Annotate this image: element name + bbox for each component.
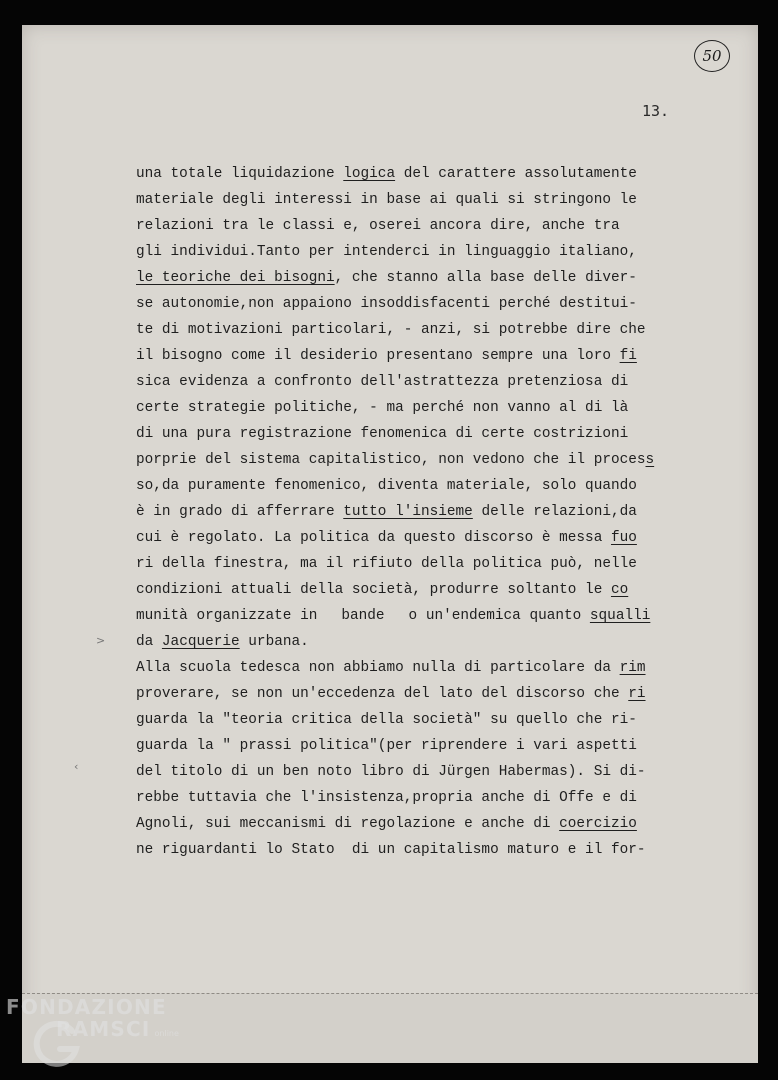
text-line: munità organizzate in bande o un'endemica quanto squalli [136,608,651,624]
text-line: sica evidenza a confronto dell'astrattezza pretenziosa di [136,374,629,390]
text-line: una totale liquidazione logica del carattere assolutamente [136,166,637,182]
text-line: condizioni attuali della società, produrre soltanto le co [136,582,629,598]
underlined-phrase: le teoriche dei bisogni [136,270,335,286]
watermark-line-1: FONDAZIONE [6,995,167,1019]
text-line: del titolo di un ben noto libro di Jürgen Habermas). Si di- [136,764,646,780]
text-line: di una pura registrazione fenomenica di certe costrizioni [136,426,629,442]
text-line: gli individui.Tanto per intenderci in linguaggio italiano, [136,244,637,260]
text-line: ne riguardanti lo Stato di un capitalismo maturo e il for- [136,842,646,858]
text-line: porprie del sistema capitalistico, non vedono che il process [136,452,655,468]
text-line: se autonomie,non appaiono insoddisfacenti perché destitui- [136,296,637,312]
underlined-syllable: squalli [589,608,651,624]
text-line: so,da puramente fenomenico, diventa materiale, solo quando [136,478,637,494]
archive-number-value: 50 [702,47,722,65]
text-line: Alla scuola tedesca non abbiamo nulla di particolare da rim [136,660,646,676]
text-line: proverare, se non un'eccedenza del lato del discorso che ri [136,686,646,702]
underlined-syllable: coercizio [559,816,637,832]
page-number: 13. [642,102,670,120]
text-line: guarda la "teoria critica della società" su quello che ri- [136,712,637,728]
text-line: guarda la " prassi politica"(per riprendere i vari aspetti [136,738,637,754]
underlined-syllable: ri [628,686,646,702]
text-line: materiale degli interessi in base ai quali si stringono le [136,192,637,208]
text-line: cui è regolato. La politica da questo discorso è messa fuo [136,530,637,546]
text-line: relazioni tra le classi e, oserei ancora dire, anche tra [136,218,620,234]
text-line: le teoriche dei bisogni, che stanno alla base delle diver- [136,270,637,286]
underlined-syllable: fuo [610,530,637,546]
underlined-syllable: rim [619,660,646,676]
text-line: te di motivazioni particolari, - anzi, si potrebbe dire che [136,322,646,338]
text-line: è in grado di afferrare tutto l'insieme delle relazioni,da [136,504,637,520]
archive-number-stamp [694,40,730,72]
underlined-phrase: tutto l'insieme [343,504,473,520]
watermark-line-2: RAMSCI online [56,1017,179,1041]
underlined-syllable: fi [619,348,637,364]
text-line: Agnoli, sui meccanismi di regolazione e anche di coercizio [136,816,637,832]
margin-mark: ‹ [74,760,79,773]
typewritten-page [22,25,758,1063]
underlined-word: logica [343,166,396,182]
underlined-syllable: co [610,582,629,598]
margin-mark: > [96,634,106,647]
text-line: ri della finestra, ma il rifiuto della politica può, nelle [136,556,637,572]
text-line: il bisogno come il desiderio presentano sempre una loro fi [136,348,637,364]
text-line: rebbe tuttavia che l'insistenza,propria anche di Offe e di [136,790,637,806]
typed-body-text [136,161,696,863]
text-line: da Jacquerie urbana. [136,634,309,650]
fondazione-gramsci-watermark [6,995,206,1075]
text-line: certe strategie politiche, - ma perché non vanno al di là [136,400,629,416]
underlined-word: Jacquerie [161,634,240,650]
underlined-syllable: s [645,452,655,468]
